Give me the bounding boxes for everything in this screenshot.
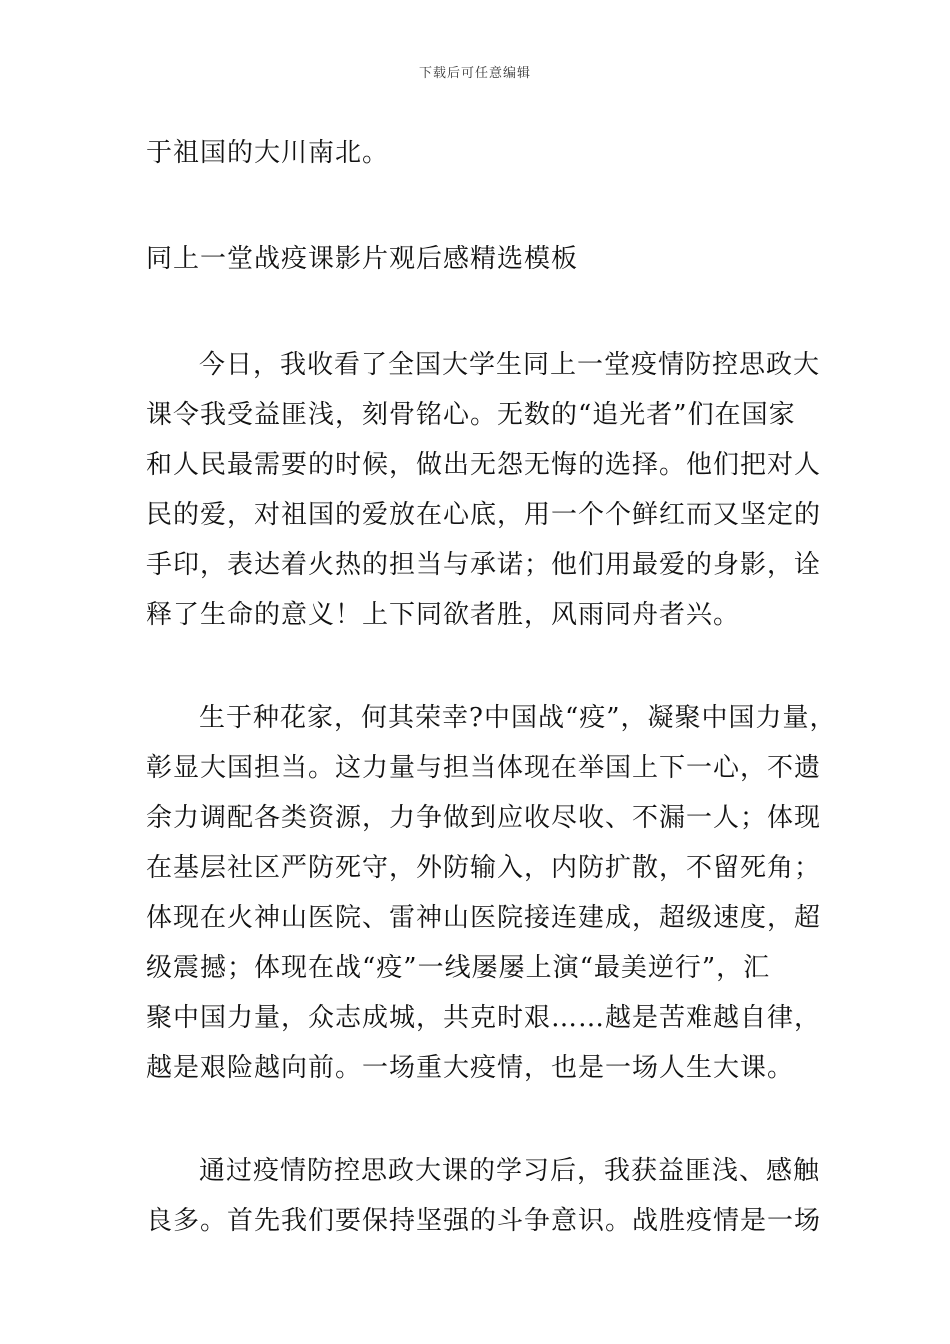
paragraph-line: 越是艰险越向前。一场重大疫情，也是一场人生大课。	[146, 1053, 795, 1083]
page-header: 下载后可任意编辑	[418, 66, 531, 81]
paragraph-line: 余力调配各类资源，力争做到应收尽收、不漏一人；体现	[146, 803, 822, 833]
paragraph-line: 释了生命的意义！上下同欲者胜，风雨同舟者兴。	[146, 600, 741, 630]
paragraph-3	[146, 1146, 826, 1246]
paragraph-line: 彰显大国担当。这力量与担当体现在举国上下一心，不遗	[146, 753, 822, 783]
paragraph-line: 通过疫情防控思政大课的学习后，我获益匪浅、感触	[199, 1156, 821, 1186]
paragraph-line: 良多。首先我们要保持坚强的斗争意识。战胜疫情是一场	[146, 1206, 822, 1236]
paragraph-line: 和人民最需要的时候，做出无怨无悔的选择。他们把对人	[146, 450, 822, 480]
paragraph-line: 课令我受益匪浅，刻骨铭心。无数的“追光者”们在国家	[146, 400, 796, 430]
section-title: 同上一堂战疫课影片观后感精选模板	[146, 244, 579, 274]
paragraph-line: 生于种花家，何其荣幸?中国战“疫”，凝聚中国力量，	[199, 703, 837, 733]
document-body	[146, 128, 837, 1246]
paragraph-2	[146, 693, 837, 1093]
paragraph-line: 体现在火神山医院、雷神山医院接连建成，超级速度，超	[146, 903, 822, 933]
paragraph-line: 今日，我收看了全国大学生同上一堂疫情防控思政大	[199, 350, 821, 380]
intro-line: 于祖国的大川南北。	[146, 138, 390, 168]
paragraph-1	[146, 340, 826, 640]
paragraph-line: 手印，表达着火热的担当与承诺；他们用最爱的身影，诠	[146, 550, 822, 580]
paragraph-line: 级震撼；体现在战“疫”一线屡屡上演“最美逆行”，汇	[146, 953, 771, 983]
paragraph-line: 在基层社区严防死守，外防输入，内防扩散，不留死角；	[146, 853, 822, 883]
paragraph-line: 聚中国力量，众志成城，共克时艰……越是苦难越自律，	[146, 1003, 822, 1033]
paragraph-line: 民的爱，对祖国的爱放在心底，用一个个鲜红而又坚定的	[146, 500, 822, 530]
